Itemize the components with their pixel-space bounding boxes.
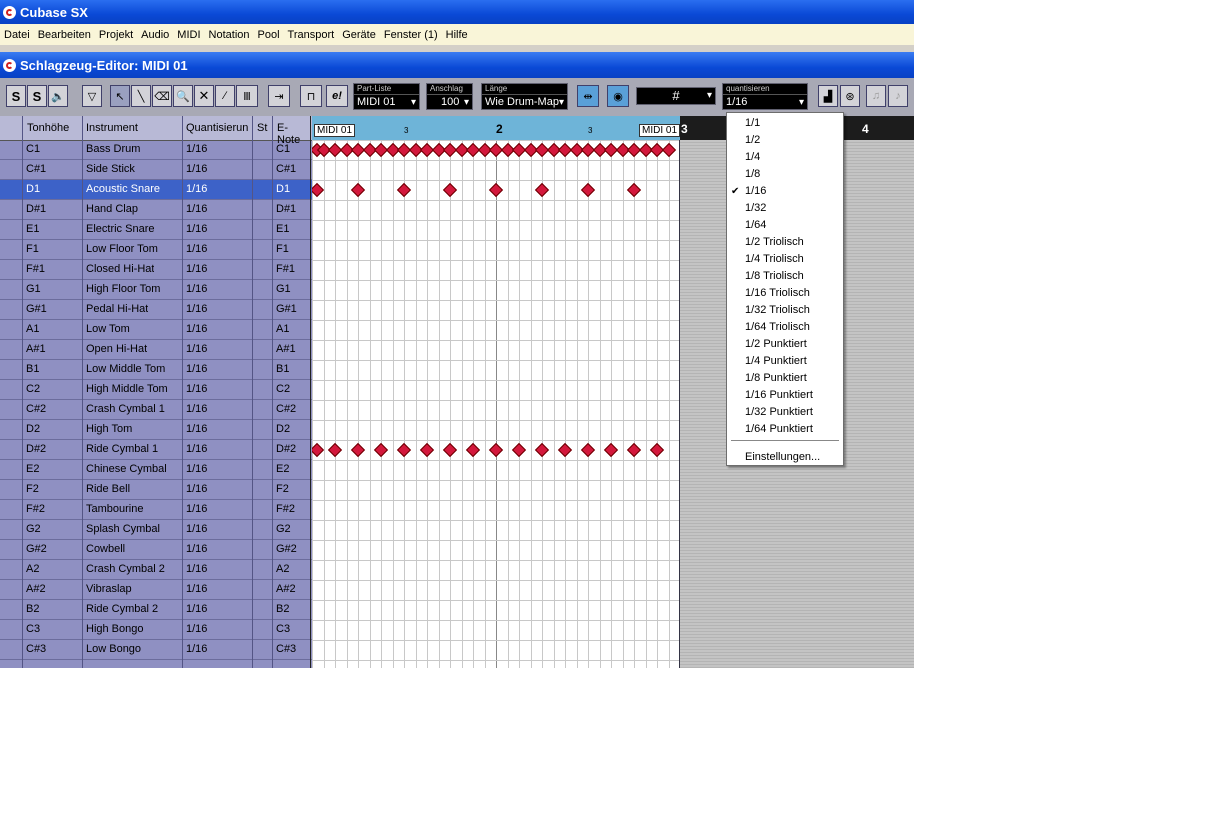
menu-0[interactable]: Datei	[4, 28, 30, 41]
cell-instrument: Pedal Hi-Hat	[86, 303, 149, 315]
cell-quant: 1/16	[186, 343, 208, 355]
menu-9[interactable]: Fenster (1)	[383, 28, 438, 41]
velocity-field[interactable]	[426, 83, 473, 110]
editor-toolbar	[0, 78, 914, 116]
table-row[interactable]	[0, 220, 312, 240]
cell-quant: 1/16	[186, 223, 208, 235]
menu-item-quantize[interactable]: 1/8 Punktiert	[745, 372, 807, 384]
column-state[interactable]: St	[257, 122, 268, 134]
table-row[interactable]	[0, 200, 312, 220]
cell-quant: 1/16	[186, 483, 208, 495]
solo-edit-button[interactable]: S	[27, 85, 47, 107]
table-row[interactable]	[0, 540, 312, 560]
cell-quant: 1/16	[186, 163, 208, 175]
menu-1[interactable]: Bearbeiten	[37, 28, 91, 41]
app-title-bar	[0, 0, 914, 24]
cell-quant: 1/16	[186, 523, 208, 535]
cell-pitch: C1	[26, 143, 41, 155]
cell-enote: E2	[276, 463, 290, 475]
drum-event-grid[interactable]	[312, 140, 680, 668]
table-row[interactable]	[0, 520, 312, 540]
grid-value: # ▾	[637, 88, 715, 103]
menu-item-quantize[interactable]: 1/8 Triolisch	[745, 270, 804, 282]
mute-tool-icon[interactable]: ✕	[194, 85, 214, 107]
cell-pitch: C#2	[26, 403, 47, 415]
info-line-icon[interactable]: ▽	[82, 85, 102, 107]
cell-instrument: Crash Cymbal 1	[86, 403, 165, 415]
menu-item-quantize[interactable]: 1/2 Triolisch	[745, 236, 804, 248]
menu-10[interactable]: Hilfe	[445, 28, 468, 41]
table-row[interactable]	[0, 260, 312, 280]
ruler-bar-3: 3	[681, 122, 688, 136]
cell-quant: 1/16	[186, 603, 208, 615]
drumstick-tool-icon[interactable]: ╲	[131, 85, 151, 107]
menu-item-quantize[interactable]: 1/2	[745, 134, 761, 146]
menu-separator	[731, 440, 839, 441]
menu-item-quantize[interactable]: 1/32	[745, 202, 767, 214]
snap-icon[interactable]: ⇹	[577, 85, 599, 107]
bars-icon[interactable]: ▟	[818, 85, 838, 107]
cell-instrument: Open Hi-Hat	[86, 343, 148, 355]
edit-active-part-button[interactable]: e!	[326, 85, 348, 107]
cell-quant: 1/16	[186, 463, 208, 475]
cell-enote: D#2	[276, 443, 297, 455]
cell-instrument: Vibraslap	[86, 583, 132, 595]
editor-title-bar	[0, 52, 914, 78]
cell-quant: 1/16	[186, 323, 208, 335]
cell-quant: 1/16	[186, 543, 208, 555]
cell-quant: 1/16	[186, 303, 208, 315]
menu-item-quantize[interactable]: 1/16	[745, 185, 767, 197]
cell-pitch: C#1	[26, 163, 47, 175]
table-row[interactable]	[0, 440, 312, 460]
cell-instrument: Splash Cymbal	[86, 523, 160, 535]
table-row[interactable]	[0, 420, 312, 440]
grid-select[interactable]	[636, 87, 716, 105]
cell-instrument: Hand Clap	[86, 203, 138, 215]
cell-enote: F1	[276, 243, 289, 255]
arrow-tool-icon[interactable]: ↖	[110, 85, 130, 107]
cell-quant: 1/16	[186, 263, 208, 275]
color-icon[interactable]: ♫	[866, 85, 886, 107]
cell-instrument: Low Floor Tom	[86, 243, 158, 255]
menu-item-quantize[interactable]: 1/16 Triolisch	[745, 287, 810, 299]
drum-map-icon[interactable]: ◉	[607, 85, 629, 107]
quantize-label: quantisieren	[723, 84, 807, 95]
cell-quant: 1/16	[186, 243, 208, 255]
menu-item-quantize[interactable]: 1/32 Punktiert	[745, 406, 813, 418]
autoscroll-icon[interactable]: ⇥	[268, 85, 290, 107]
column-instrument[interactable]: Instrument	[86, 122, 138, 134]
loop-icon[interactable]: ⊓	[300, 85, 322, 107]
table-row[interactable]	[0, 280, 312, 300]
menu-item-quantize[interactable]: 1/8	[745, 168, 761, 180]
column-quantize[interactable]: Quantisierun	[186, 122, 249, 134]
cell-instrument: Cowbell	[86, 543, 126, 555]
cell-pitch: G1	[26, 283, 41, 295]
cell-enote: F2	[276, 483, 289, 495]
menu-item-quantize[interactable]: 1/64 Punktiert	[745, 423, 813, 435]
cell-instrument: Crash Cymbal 2	[86, 563, 165, 575]
cell-enote: D#1	[276, 203, 297, 215]
length-select[interactable]	[481, 83, 568, 110]
table-row[interactable]	[0, 460, 312, 480]
solo-button[interactable]: S	[6, 85, 26, 107]
list-header	[0, 116, 312, 146]
table-row[interactable]	[0, 140, 312, 160]
cell-pitch: E2	[26, 463, 40, 475]
cell-instrument: Tambourine	[86, 503, 144, 515]
menu-item-settings[interactable]: Einstellungen...	[745, 451, 821, 463]
cell-enote: C2	[276, 383, 291, 395]
velocity-value: 100 ▾	[427, 95, 472, 110]
menu-4[interactable]: MIDI	[177, 28, 201, 41]
table-row[interactable]	[0, 340, 312, 360]
app-title: Cubase SX	[20, 4, 88, 20]
cell-instrument: Ride Bell	[86, 483, 131, 495]
zoom-tool-icon[interactable]: 🔍	[173, 85, 193, 107]
cell-pitch: D1	[26, 183, 41, 195]
cell-instrument: Ride Cymbal 2	[86, 603, 159, 615]
table-row[interactable]	[0, 500, 312, 520]
cell-enote: G1	[276, 283, 291, 295]
cell-quant: 1/16	[186, 443, 208, 455]
menu-item-quantize[interactable]: 1/64	[745, 219, 767, 231]
cell-instrument: Low Bongo	[86, 643, 142, 655]
cell-enote: G#1	[276, 303, 297, 315]
comb-tool-icon[interactable]: Ⅲ	[236, 85, 258, 107]
velocity-label: Anschlag	[427, 84, 472, 95]
note-icon[interactable]: ♪	[888, 85, 908, 107]
table-row[interactable]	[0, 480, 312, 500]
menu-3[interactable]: Audio	[141, 28, 170, 41]
menu-item-quantize[interactable]: 1/4 Punktiert	[745, 355, 807, 367]
part-start-label: MIDI 01	[314, 124, 355, 137]
cell-enote: G#2	[276, 543, 297, 555]
part-end-label: MIDI 01	[639, 124, 680, 137]
cell-enote: G2	[276, 523, 291, 535]
line-tool-icon[interactable]: ∕	[215, 85, 235, 107]
table-row[interactable]	[0, 160, 312, 180]
column-pitch[interactable]: Tonhöhe	[27, 122, 70, 134]
erase-tool-icon[interactable]: ⌫	[152, 85, 172, 107]
cell-pitch: B2	[26, 603, 40, 615]
part-list-label: Part-Liste	[354, 84, 419, 95]
cell-enote: A#2	[276, 583, 296, 595]
cell-instrument: High Tom	[86, 423, 133, 435]
cell-instrument: High Middle Tom	[86, 383, 168, 395]
cell-pitch: C2	[26, 383, 41, 395]
menu-8[interactable]: Geräte	[342, 28, 376, 41]
cell-enote: B2	[276, 603, 290, 615]
table-row[interactable]	[0, 600, 312, 620]
cell-quant: 1/16	[186, 383, 208, 395]
cell-pitch: F2	[26, 483, 39, 495]
menu-6[interactable]: Pool	[257, 28, 280, 41]
cell-instrument: Low Tom	[86, 323, 130, 335]
cell-enote: F#2	[276, 503, 295, 515]
quantize-select[interactable]	[722, 83, 808, 110]
cell-pitch: D#1	[26, 203, 47, 215]
menu-item-quantize[interactable]: 1/1	[745, 117, 761, 129]
cell-instrument: High Bongo	[86, 623, 144, 635]
menu-2[interactable]: Projekt	[98, 28, 134, 41]
cell-quant: 1/16	[186, 363, 208, 375]
column-enote[interactable]: E-Note	[277, 122, 301, 146]
table-row[interactable]	[0, 380, 312, 400]
ruler-bar-4: 4	[862, 122, 869, 136]
cell-enote: E1	[276, 223, 290, 235]
cell-pitch: F#1	[26, 263, 45, 275]
cell-quant: 1/16	[186, 403, 208, 415]
cell-instrument: Side Stick	[86, 163, 135, 175]
cell-enote: A#1	[276, 343, 296, 355]
quantize-dropdown-menu	[726, 112, 844, 466]
length-label: Länge	[482, 84, 567, 95]
cell-instrument: Acoustic Snare	[86, 183, 160, 195]
cell-enote: C1	[276, 143, 291, 155]
cell-pitch: G#1	[26, 303, 47, 315]
cell-quant: 1/16	[186, 183, 208, 195]
cell-pitch: A2	[26, 563, 40, 575]
cell-quant: 1/16	[186, 623, 208, 635]
cell-quant: 1/16	[186, 203, 208, 215]
menu-bar	[0, 24, 914, 45]
cell-enote: C#1	[276, 163, 297, 175]
cell-instrument: Low Middle Tom	[86, 363, 166, 375]
part-list-value: MIDI 01 ▾	[354, 95, 419, 110]
cell-pitch: G2	[26, 523, 41, 535]
cell-instrument: Closed Hi-Hat	[86, 263, 155, 275]
table-row[interactable]	[0, 300, 312, 320]
menu-item-quantize[interactable]: 1/16 Punktiert	[745, 389, 813, 401]
cell-pitch: G#2	[26, 543, 47, 555]
table-row[interactable]	[0, 360, 312, 380]
ruler-bar-2: 2	[496, 122, 503, 136]
midi-connector-icon[interactable]: ⊛	[840, 85, 860, 107]
cell-quant: 1/16	[186, 583, 208, 595]
cell-quant: 1/16	[186, 283, 208, 295]
cell-pitch: F#2	[26, 503, 45, 515]
menu-item-quantize[interactable]: 1/4 Triolisch	[745, 253, 804, 265]
cell-enote: A1	[276, 323, 290, 335]
cell-quant: 1/16	[186, 503, 208, 515]
drum-instrument-list	[0, 116, 312, 668]
cell-instrument: Chinese Cymbal	[86, 463, 167, 475]
menu-item-quantize[interactable]: 1/4	[745, 151, 761, 163]
cell-enote: C#2	[276, 403, 297, 415]
table-row[interactable]	[0, 320, 312, 340]
cell-pitch: A#2	[26, 583, 46, 595]
cell-pitch: C3	[26, 623, 41, 635]
cell-quant: 1/16	[186, 423, 208, 435]
cell-pitch: B1	[26, 363, 40, 375]
cell-enote: B1	[276, 363, 290, 375]
table-row[interactable]	[0, 620, 312, 640]
cell-enote: A2	[276, 563, 290, 575]
cell-enote: D2	[276, 423, 291, 435]
ruler-sub-3b: 3	[588, 126, 593, 135]
cell-pitch: F1	[26, 243, 39, 255]
menu-7[interactable]: Transport	[287, 28, 335, 41]
quantize-value: 1/16 ▾	[723, 95, 807, 110]
cell-instrument: Electric Snare	[86, 223, 155, 235]
cell-pitch: D2	[26, 423, 41, 435]
table-row[interactable]	[0, 240, 312, 260]
cell-enote: F#1	[276, 263, 295, 275]
cell-pitch: A1	[26, 323, 40, 335]
length-value: Wie Drum-Map ▾	[482, 95, 567, 110]
cell-pitch: D#2	[26, 443, 47, 455]
table-row[interactable]	[0, 560, 312, 580]
part-list-select[interactable]	[353, 83, 420, 110]
cubase-logo-icon	[3, 59, 16, 72]
cell-quant: 1/16	[186, 563, 208, 575]
cell-instrument: Bass Drum	[86, 143, 141, 155]
checkmark-icon: ✔	[731, 186, 740, 197]
menu-item-quantize[interactable]: 1/32 Triolisch	[745, 304, 810, 316]
speaker-icon[interactable]: 🔈	[48, 85, 68, 107]
cell-enote: C#3	[276, 643, 297, 655]
table-row[interactable]	[0, 180, 312, 200]
menu-5[interactable]: Notation	[208, 28, 250, 41]
editor-title: Schlagzeug-Editor: MIDI 01	[20, 57, 188, 73]
cell-quant: 1/16	[186, 643, 208, 655]
cell-enote: C3	[276, 623, 291, 635]
cubase-logo-icon	[3, 6, 16, 19]
cell-quant: 1/16	[186, 143, 208, 155]
cell-pitch: E1	[26, 223, 40, 235]
cell-instrument: Ride Cymbal 1	[86, 443, 159, 455]
menu-item-quantize[interactable]: 1/2 Punktiert	[745, 338, 807, 350]
table-row[interactable]	[0, 400, 312, 420]
table-row[interactable]	[0, 640, 312, 660]
cell-pitch: A#1	[26, 343, 46, 355]
cell-pitch: C#3	[26, 643, 47, 655]
cell-enote: D1	[276, 183, 291, 195]
cell-instrument: High Floor Tom	[86, 283, 161, 295]
ruler-sub-3: 3	[404, 126, 409, 135]
menu-item-quantize[interactable]: 1/64 Triolisch	[745, 321, 810, 333]
table-row[interactable]	[0, 580, 312, 600]
